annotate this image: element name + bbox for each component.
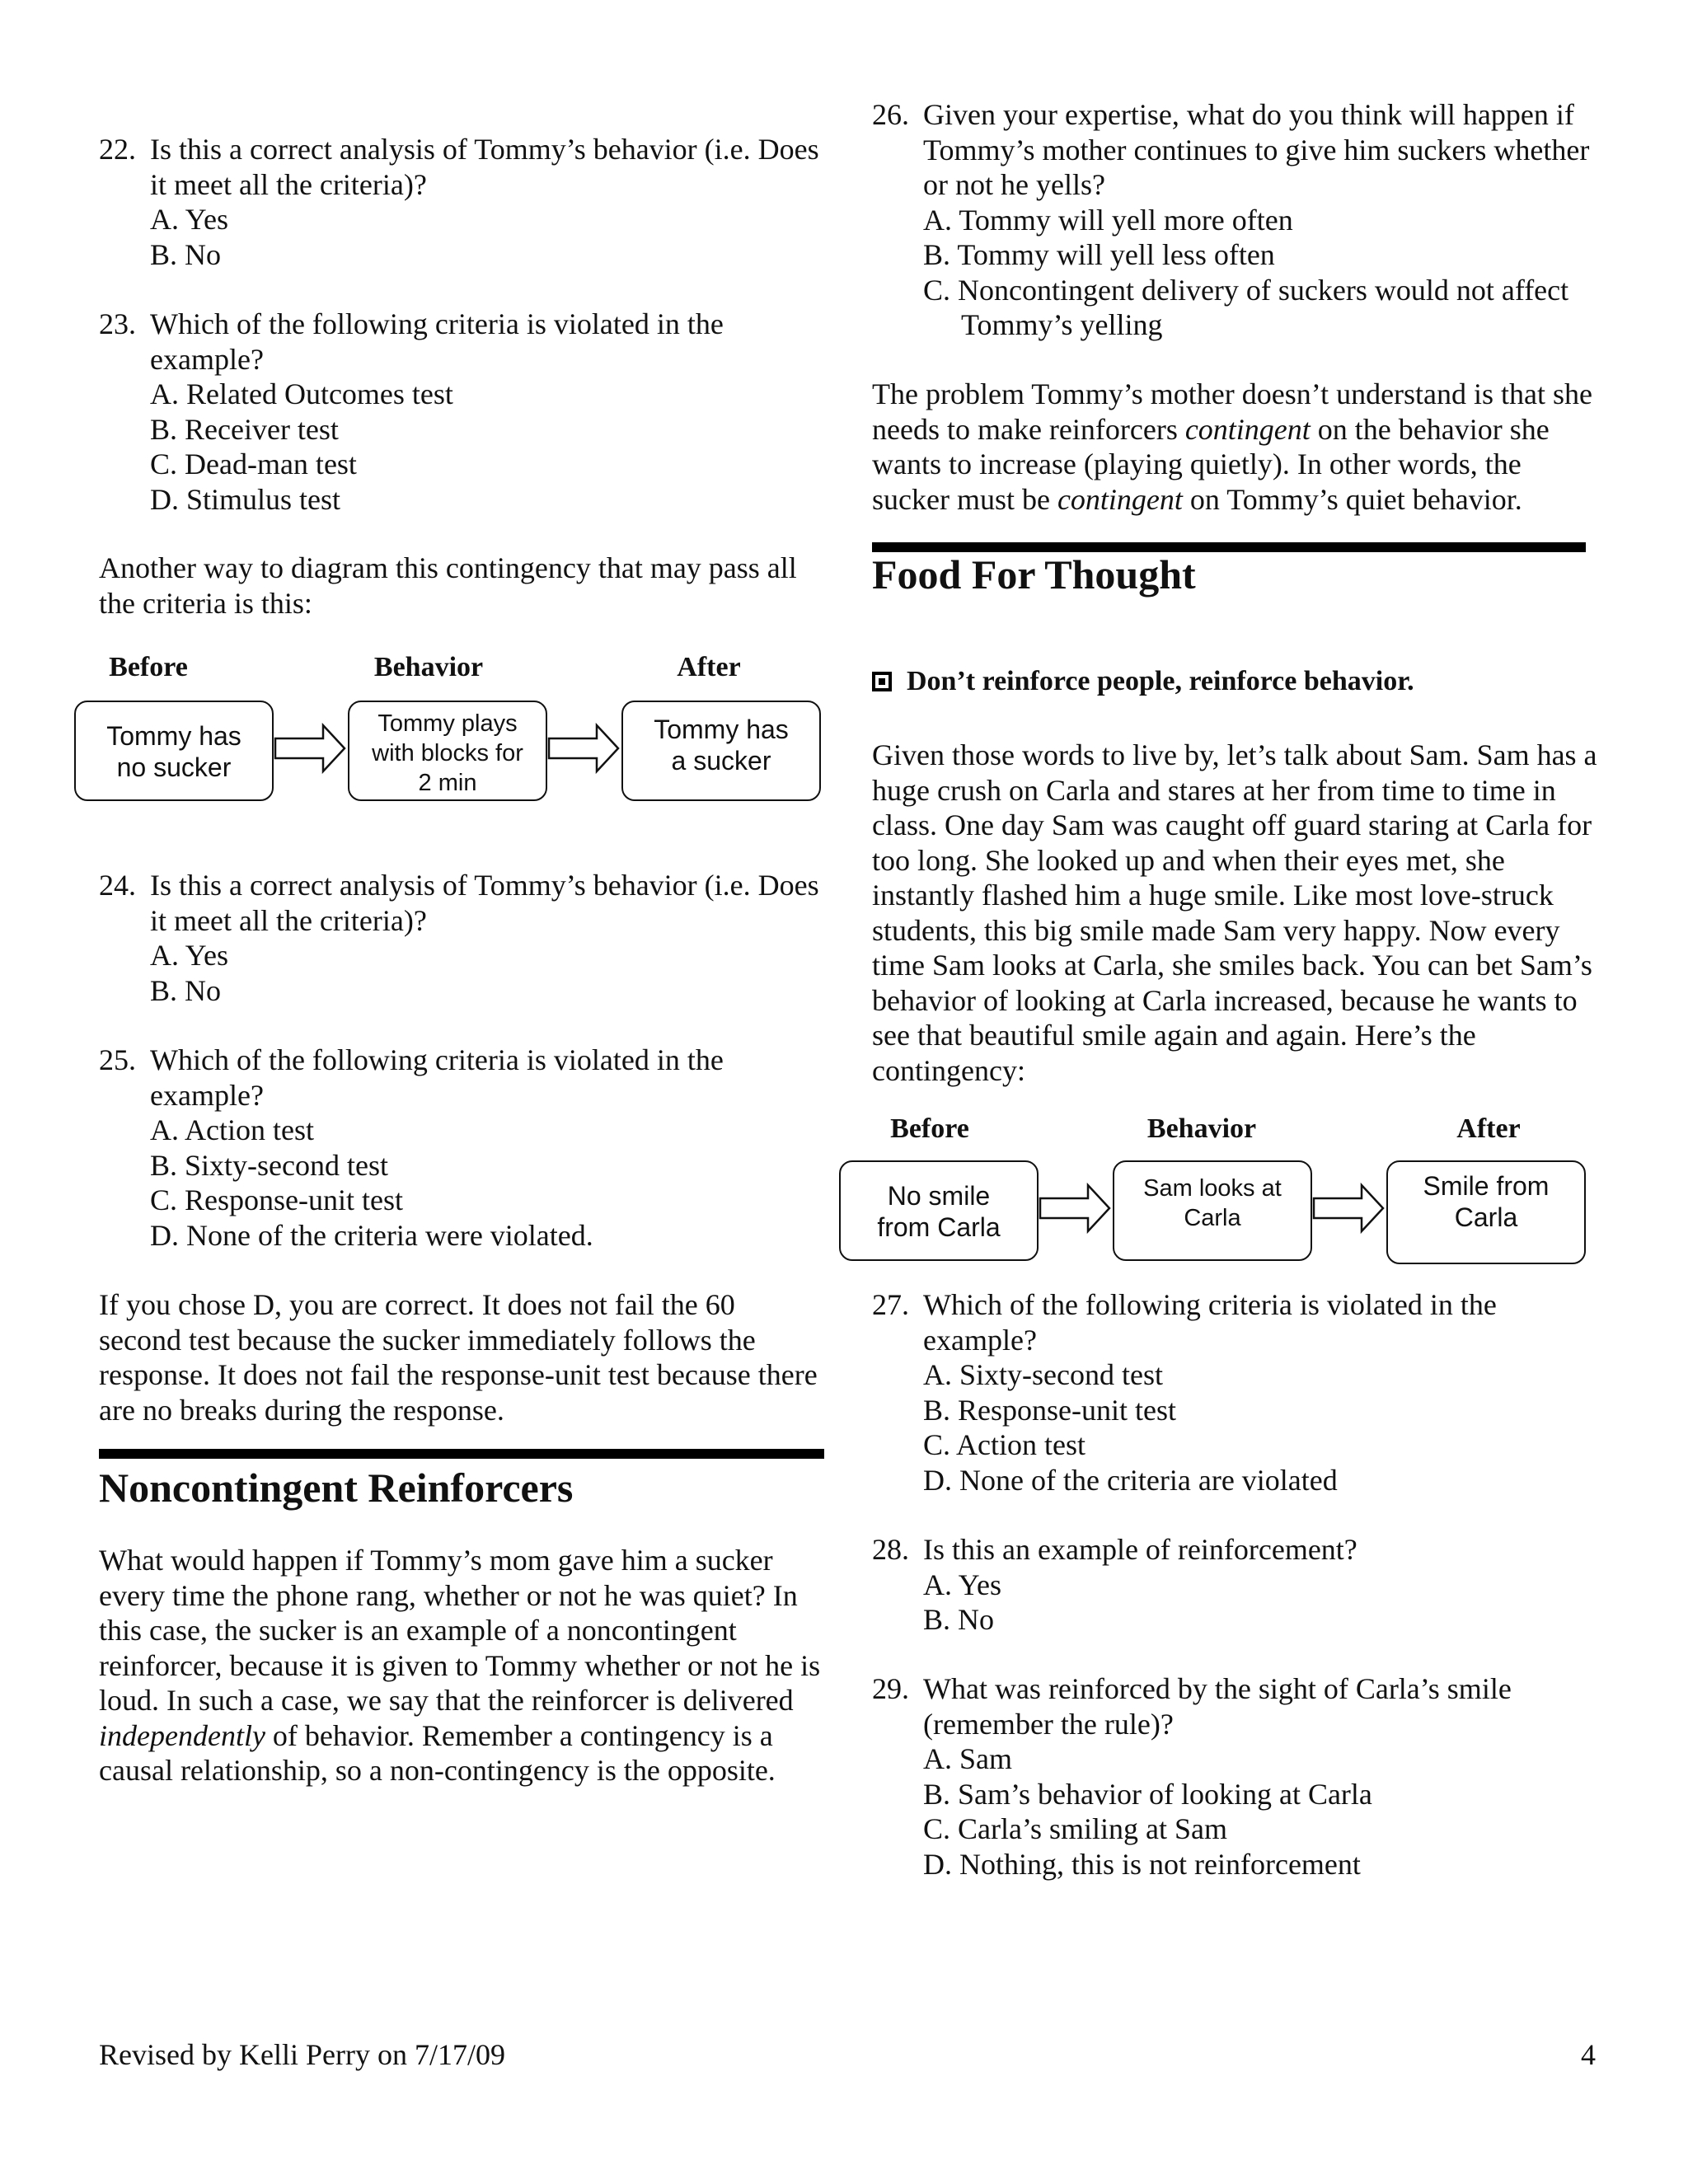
emphasis-text: contingent (1184, 412, 1311, 446)
option-a: A. Action test (150, 1113, 314, 1146)
question-text: Is this a correct analysis of Tommy’s behavior (i.e. Does it meet all the criteria)? (150, 869, 819, 937)
question-28 (872, 1532, 1597, 1638)
footer-revised: Revised by Kelli Perry on 7/17/09 (99, 2038, 505, 2071)
question-number: 27. (872, 1288, 909, 1321)
option-b: B. Sam’s behavior of looking at Carla (923, 1777, 1372, 1811)
question-23 (99, 307, 824, 517)
question-text: Which of the following criteria is violated in the example? (150, 1043, 724, 1112)
after-label: After (677, 652, 741, 682)
option-b: B. No (923, 1603, 995, 1636)
option-b: B. No (150, 973, 222, 1007)
behavior-line-2: with blocks for (372, 740, 523, 766)
option-b: B. Sixty-second test (150, 1148, 388, 1182)
arrow-icon (1312, 1182, 1386, 1235)
page-number: 4 (1581, 2038, 1596, 2071)
square-bullet-icon (872, 672, 892, 691)
question-29 (872, 1671, 1597, 1882)
sam-paragraph: Given those words to live by, let’s talk about Sam. Sam has a huge crush on Carla and stares at her from time to time in class. One day Sam was caught off guard staring at Carla for too long. She looked up and when their eyes met, she instantly flashed him a huge smile. Like most love-struck students, this big smile made Sam very happy. Now every time Sam looks at Carla, she smiles back. You can bet Sam’s behavior of looking at Carla increased, because he wants to see that beautiful smile again and again. Here’s the contingency: (872, 738, 1597, 1087)
question-text: Which of the following criteria is violated in the example? (150, 307, 724, 376)
bullet-text: Don’t reinforce people, reinforce behavior. (907, 666, 1414, 696)
question-26 (872, 97, 1597, 343)
text-run: What would happen if Tommy’s mom gave him a sucker every time the phone rang, whether or not he was quiet? In this case, the sucker is an example of a noncontingent reinforcer, because it is given to Tommy whether or not he is loud. In such a case, we say that the reinforcer is delivered (99, 1544, 821, 1717)
text-run: on Tommy’s quiet behavior. (1182, 482, 1522, 516)
question-27 (872, 1287, 1597, 1497)
question-number: 24. (99, 869, 136, 902)
question-number: 22. (99, 133, 136, 166)
question-number: 29. (872, 1672, 909, 1705)
behavior-line-1: Tommy plays (377, 710, 518, 737)
arrow-icon (274, 722, 348, 775)
intro-paragraph: Another way to diagram this contingency that may pass all the criteria is this: (99, 551, 797, 620)
option-d: D. Stimulus test (150, 482, 341, 516)
contingency-diagram-tommy (74, 651, 832, 816)
noncontingent-paragraph (99, 1543, 824, 1788)
section-rule (99, 1449, 824, 1459)
option-c: C. Carla’s smiling at Sam (923, 1812, 1227, 1845)
option-b: B. Receiver test (150, 412, 339, 446)
behavior-line-1: Sam looks at (1143, 1175, 1282, 1202)
bullet-point (872, 664, 1597, 699)
option-d: D. None of the criteria were violated. (150, 1218, 593, 1252)
after-box (1386, 1160, 1586, 1264)
question-number: 28. (872, 1533, 909, 1566)
option-a: A. Yes (150, 203, 229, 236)
before-box (74, 701, 274, 801)
emphasis-text: contingent (1057, 482, 1183, 516)
question-text: Is this a correct analysis of Tommy’s behavior (i.e. Does it meet all the criteria)? (150, 133, 819, 201)
question-text: Which of the following criteria is violated in the example? (923, 1288, 1497, 1357)
option-a: A. Related Outcomes test (150, 377, 453, 410)
behavior-line-2: Carla (1184, 1205, 1241, 1231)
question-number: 23. (99, 307, 136, 340)
option-a: A. Tommy will yell more often (923, 203, 1293, 237)
before-line-1: Tommy has (106, 721, 241, 751)
answer-paragraph: If you chose D, you are correct. It does not fail the 60 second test because the sucker immediately follows the response. It does not fail the response-unit test because there are no breaks during the response. (99, 1288, 818, 1427)
text-run: The problem Tommy’s mother doesn’t understand is that she needs to make reinforcers (872, 377, 1593, 446)
behavior-label: Behavior (1146, 1113, 1257, 1144)
option-c: C. Dead-man test (150, 448, 357, 480)
behavior-box (348, 701, 547, 801)
question-24 (99, 868, 824, 1008)
option-d: D. None of the criteria are violated (923, 1463, 1338, 1497)
question-25 (99, 1043, 824, 1253)
option-a: A. Yes (150, 939, 229, 972)
behavior-box (1113, 1160, 1312, 1261)
behavior-label: Behavior (373, 652, 484, 682)
option-a: A. Yes (923, 1568, 1002, 1601)
option-c: C. Response-unit test (150, 1183, 403, 1216)
after-line-1: Tommy has (654, 715, 789, 744)
after-label: After (1456, 1113, 1521, 1144)
option-b: B. Response-unit test (923, 1393, 1176, 1427)
option-b: B. Tommy will yell less often (923, 238, 1275, 271)
arrow-icon (1039, 1182, 1113, 1235)
problem-paragraph (872, 377, 1597, 517)
contingency-diagram-sam (839, 1113, 1614, 1277)
before-box (839, 1160, 1039, 1261)
question-number: 25. (99, 1043, 136, 1076)
option-a: A. Sixty-second test (923, 1358, 1163, 1391)
option-b: B. No (150, 237, 222, 271)
before-line-2: from Carla (877, 1212, 1001, 1242)
text-run: of behavior. Remember a contingency is a causal relationship, so a non-contingency is the opposite. (99, 1718, 776, 1787)
after-line-2: a sucker (671, 746, 771, 776)
before-line-1: No smile (887, 1181, 991, 1211)
after-box (621, 701, 821, 801)
question-text: Is this an example of reinforcement? (923, 1533, 1357, 1566)
section-heading-noncontingent: Noncontingent Reinforcers (99, 1465, 574, 1511)
question-22 (99, 132, 824, 272)
option-c: C. Noncontingent delivery of suckers would not affect Tommy’s yelling (923, 273, 1569, 341)
before-label: Before (109, 652, 188, 682)
question-text: What was reinforced by the sight of Carla’s smile (remember the rule)? (923, 1672, 1512, 1741)
question-text: Given your expertise, what do you think will happen if Tommy’s mother continues to give him suckers whether or not he yells? (923, 98, 1590, 201)
after-line-2: Carla (1454, 1202, 1518, 1232)
before-label: Before (890, 1113, 969, 1144)
option-d: D. Nothing, this is not reinforcement (923, 1847, 1361, 1881)
arrow-icon (547, 722, 621, 775)
section-heading-food-for-thought: Food For Thought (872, 551, 1196, 598)
before-line-2: no sucker (116, 752, 232, 782)
emphasis-text: independently (99, 1718, 265, 1752)
option-c: C. Action test (923, 1428, 1085, 1461)
text-run: on the behavior she wants to increase (playing quietly). In other words, the sucker must be (872, 412, 1550, 516)
option-a: A. Sam (923, 1742, 1012, 1775)
after-line-1: Smile from (1423, 1171, 1550, 1201)
behavior-line-3: 2 min (418, 770, 477, 796)
question-number: 26. (872, 98, 909, 131)
